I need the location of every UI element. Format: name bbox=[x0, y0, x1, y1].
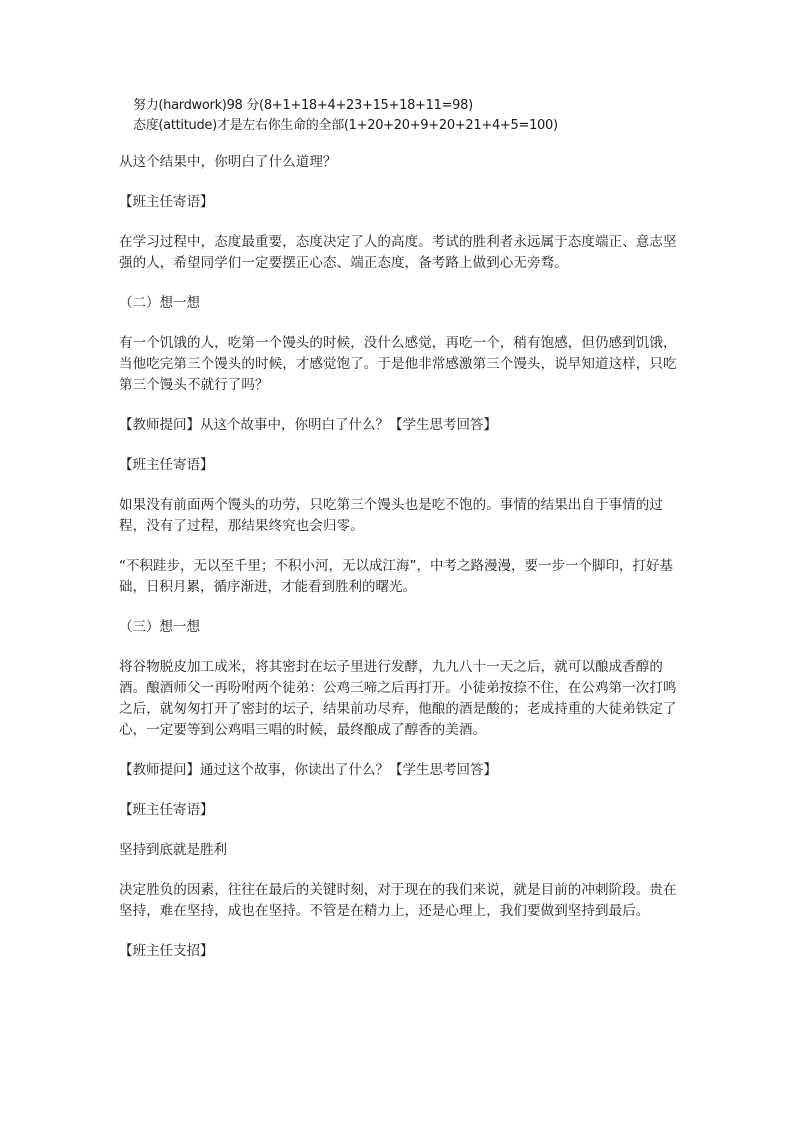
section-header-teacher-message-2: 【班主任寄语】 bbox=[119, 457, 214, 473]
teacher-question-2: 【教师提问】从这个故事中，你明白了什么？【学生思考回答】 bbox=[119, 417, 497, 433]
message-title-3: 坚持到底就是胜利 bbox=[119, 842, 227, 858]
story-paragraph-3: 将谷物脱皮加工成米，将其密封在坛子里进行发酵，九九八十一天之后，就可以酿成香醇的酒。酿酒师父一再吩咐两个徒弟：公鸡三啼之后再打开。小徒弟按捺不住，在公鸡第一次打鸣之后，就匆匆打开了密封的坛子，结果前功尽弃，他酿的酒是酸的；老成持重的大徒弟铁定了心，一定要等到公鸡唱三唱的时候，最终酿成了醇香的美酒。 bbox=[119, 659, 677, 738]
teacher-message-paragraph-2b: “不积跬步，无以至千里；不积小河，无以成江海”，中考之路漫漫，要一步一个脚印，打好基础，日积月累，循序渐进，才能看到胜利的曙光。 bbox=[119, 558, 673, 595]
teacher-message-paragraph-3: 决定胜负的因素，往往在最后的关键时刻，对于现在的我们来说，就是目前的冲刺阶段。贵在坚持，难在坚持，成也在坚持。不管是在精力上，还是心理上，我们要做到坚持到最后。 bbox=[119, 882, 677, 919]
section-header-teacher-tips: 【班主任支招】 bbox=[119, 943, 214, 959]
teacher-message-paragraph: 在学习过程中，态度最重要，态度决定了人的高度。考试的胜利者永远属于态度端正、意志坚强的人，希望同学们一定要摆正心态、端正态度，备考路上做到心无旁骛。 bbox=[119, 234, 677, 271]
question-paragraph: 从这个结果中，你明白了什么道理？ bbox=[119, 154, 337, 170]
formula-hardwork: 努力(hardwork)98 分(8+1+18+4+23+15+18+11=98) bbox=[133, 98, 473, 113]
formula-block bbox=[119, 96, 679, 136]
section-header-teacher-message-3: 【班主任寄语】 bbox=[119, 802, 214, 818]
section-header-teacher-message: 【班主任寄语】 bbox=[119, 194, 214, 210]
document-content bbox=[119, 96, 679, 981]
story-paragraph-2: 有一个饥饿的人，吃第一个馒头的时候，没什么感觉，再吃一个，稍有饱感，但仍感到饥饿，当他吃完第三个馒头的时候，才感觉饱了。于是他非常感激第三个馒头，说早知道这样，只吃第三个馒头不就行了吗？ bbox=[119, 335, 677, 393]
formula-attitude: 态度(attitude)才是左右你生命的全部(1+20+20+9+20+21+4+5=100) bbox=[133, 118, 558, 133]
teacher-question-3: 【教师提问】通过这个故事，你读出了什么？【学生思考回答】 bbox=[119, 762, 497, 778]
teacher-message-paragraph-2a: 如果没有前面两个馒头的功劳，只吃第三个馒头也是吃不饱的。事情的结果出自于事情的过程，没有了过程，那结果终究也会归零。 bbox=[119, 497, 663, 534]
subsection-heading-2: （二）想一想 bbox=[119, 295, 200, 311]
subsection-heading-3: （三）想一想 bbox=[119, 619, 200, 635]
